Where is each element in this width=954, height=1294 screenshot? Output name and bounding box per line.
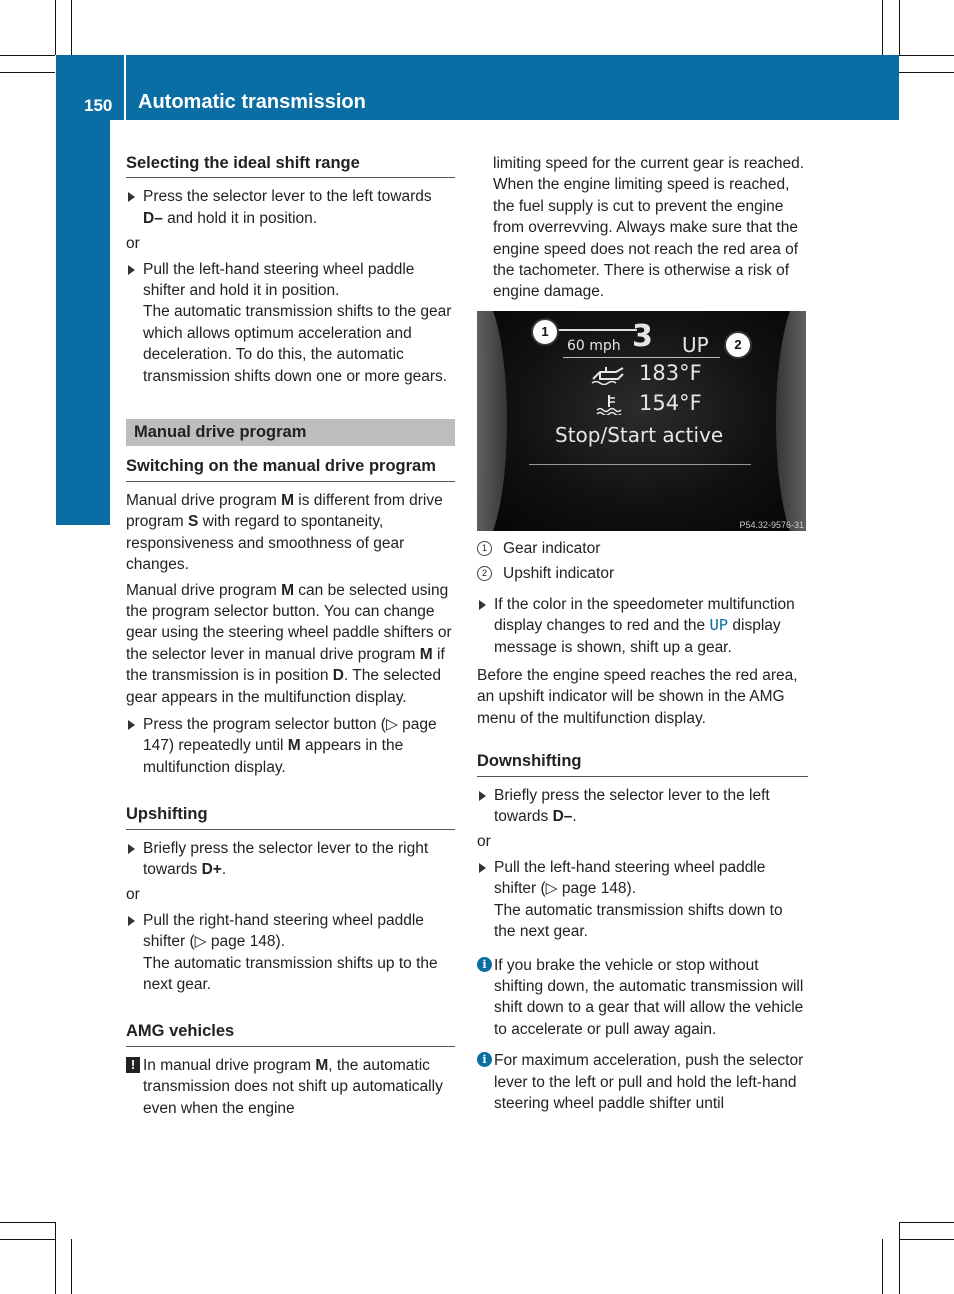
crop-mark (71, 1239, 72, 1294)
crop-mark (0, 1222, 55, 1223)
crop-mark (899, 1222, 900, 1294)
chapter-label: Driving and parking (67, 239, 98, 485)
crop-mark (899, 1222, 954, 1223)
section-heading: Downshifting (477, 751, 808, 776)
header-divider (124, 55, 126, 120)
legend-number: 2 (477, 566, 492, 581)
crop-mark (899, 55, 954, 56)
legend-number: 1 (477, 541, 492, 556)
step-result: The automatic transmission shifts down to the next gear. (494, 901, 783, 941)
section-heading: Selecting the ideal shift range (126, 153, 455, 178)
warning-note: ! In manual drive program M, the automatic transmission does not shift up automatically even when the engine (126, 1055, 455, 1119)
crop-mark (882, 0, 883, 55)
speedometer-rim (776, 311, 806, 531)
crop-mark (899, 72, 954, 73)
paragraph: Before the engine speed reaches the red area, an upshift indicator will be shown in the AMG menu of the multifunction display. (477, 667, 798, 727)
coolant-temperature: 154°F (639, 391, 702, 415)
paragraph: Manual drive program M can be selected using the program selector button. You can change gear using the steering wheel paddle shifters or the selector lever in manual drive program M if the transmission is in position D. The selected gear appears in the multifunction display. (126, 581, 452, 706)
paragraph: Manual drive program M is different from drive program S with regard to spontaneity, responsiveness and smoothness of gear changes. (126, 491, 443, 574)
callout-1: 1 (531, 318, 559, 346)
crop-mark (55, 1222, 56, 1294)
right-column-top (493, 153, 808, 303)
or-text: or (477, 833, 491, 851)
instruction-step: Pull the left-hand steering wheel paddle shifter (▷ page 148). (477, 857, 808, 900)
stop-start-status: Stop/Start active (555, 423, 724, 447)
or-text: or (126, 886, 140, 904)
instruction-step: Pull the left-hand steering wheel paddle shifter and hold it in position. (126, 259, 455, 302)
info-note: i If you brake the vehicle or stop without shifting down, the automatic transmission will shift down to a gear that will allow the vehicle to accelerate or pull away again. (477, 955, 808, 1041)
paragraph: limiting speed for the current gear is reached. When the engine limiting speed is reached, the fuel supply is cut to prevent the engine from overrevving. Always make sure that the engine speed does not reach the red area of the tachometer. There is otherwise a risk of engine damage. (493, 155, 805, 301)
instruction-step: Pull the right-hand steering wheel paddle shifter (▷ page 148). (126, 910, 455, 953)
instruction-step: Briefly press the selector lever to the right towards D+. (126, 838, 455, 881)
callout-2: 2 (724, 331, 752, 359)
crop-mark (899, 1239, 954, 1240)
crop-mark (55, 0, 56, 55)
crop-mark (0, 55, 55, 56)
oil-temperature: 183°F (639, 361, 702, 385)
crop-mark (882, 1239, 883, 1294)
tachometer-rim (477, 311, 507, 531)
figure-id: P54.32-9576-31 (739, 520, 804, 530)
multifunction-display-image (477, 311, 806, 531)
info-icon: i (477, 1052, 492, 1067)
info-note: i For maximum acceleration, push the selector lever to the left or pull and hold the left-hand steering wheel paddle shifter until (477, 1050, 808, 1114)
left-column (126, 153, 455, 1119)
instruction-step: If the color in the speedometer multifunction display changes to red and the UP display message is shown, shift up a gear. (477, 594, 808, 658)
crop-mark (899, 0, 900, 55)
instruction-step: Briefly press the selector lever to the left towards D–. (477, 785, 808, 828)
section-heading: AMG vehicles (126, 1021, 455, 1046)
legend-item: 2 Upshift indicator (477, 563, 808, 584)
right-column-bottom (477, 538, 808, 1114)
instruction-step: Press the selector lever to the left towards D– and hold it in position. (126, 186, 455, 229)
display-line (529, 464, 751, 465)
page-title: Automatic transmission (138, 91, 366, 113)
warning-icon: ! (126, 1057, 140, 1073)
section-heading: Switching on the manual drive program (126, 456, 455, 481)
step-result: The automatic transmission shifts to the gear which allows optimum acceleration and deceleration. To do this, the automatic transmission shifts down one or more gears. (143, 303, 452, 385)
instruction-step: Press the program selector button (▷ page 147) repeatedly until M appears in the multifunction display. (126, 714, 455, 778)
legend-item: 1 Gear indicator (477, 538, 808, 559)
or-text: or (126, 235, 140, 253)
page-number: 150 (84, 96, 113, 115)
section-bar: Manual drive program (126, 419, 455, 446)
step-result: The automatic transmission shifts up to the next gear. (143, 954, 438, 993)
crop-mark (71, 0, 72, 55)
coolant-temperature-icon (595, 393, 623, 415)
crop-mark (0, 1239, 55, 1240)
crop-mark (0, 72, 55, 73)
info-icon: i (477, 957, 492, 972)
upshift-indicator: UP (682, 333, 709, 357)
display-line (563, 357, 720, 358)
oil-temperature-icon (590, 365, 628, 385)
gear-indicator: 3 (632, 319, 653, 354)
speed-readout: 60 mph (567, 338, 621, 354)
section-heading: Upshifting (126, 804, 455, 829)
